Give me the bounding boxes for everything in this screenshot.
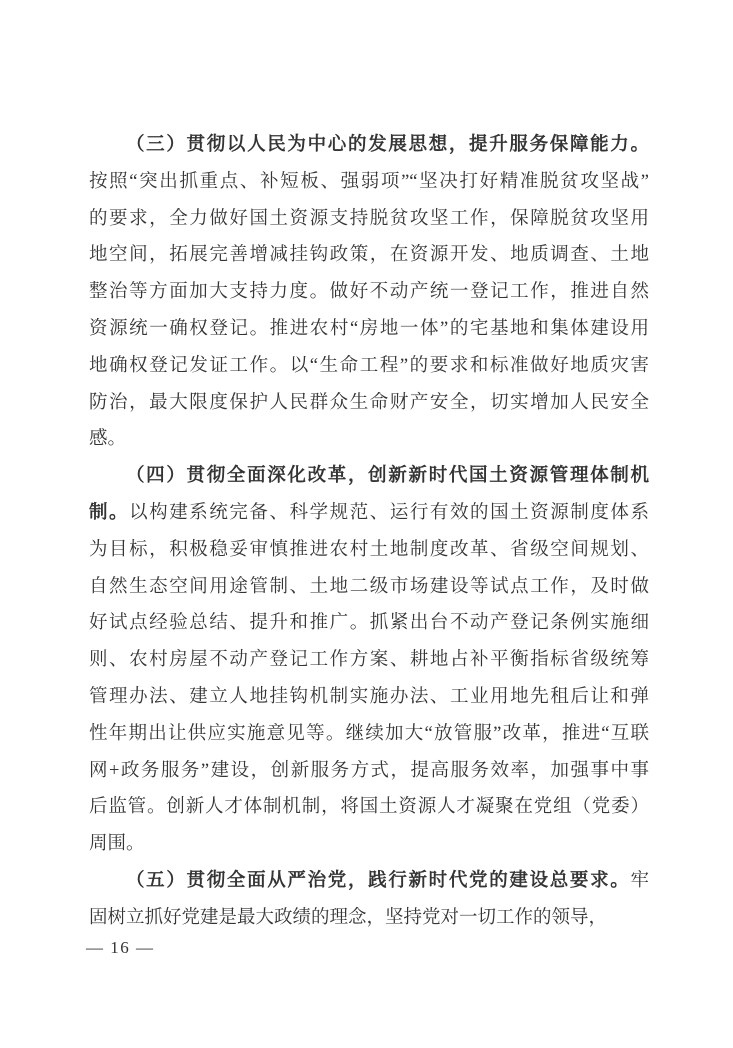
text-line [89, 495, 649, 532]
paragraph [89, 458, 649, 863]
body-text: 网+政务服务”建设，创新服务方式，提高服务效率，加强事中事 [89, 760, 649, 781]
text-line [89, 458, 649, 495]
text-line [89, 237, 649, 274]
text-line [89, 753, 649, 790]
text-line [89, 348, 649, 385]
body-text: 资源统一确权登记。推进农村“房地一体”的宅基地和集体建设用 [89, 318, 649, 339]
paragraph [89, 863, 649, 937]
text-line [89, 201, 649, 238]
body-text: 管理办法、建立人地挂钩机制实施办法、工业用地先租后让和弹 [89, 686, 649, 707]
paragraph [89, 127, 649, 458]
body-text: 则、农村房屋不动产登记工作方案、耕地占补平衡指标省级统筹 [89, 650, 649, 671]
body-text: 地确权登记发证工作。以“生命工程”的要求和标准做好地质灾害 [89, 355, 649, 376]
document-body [89, 127, 649, 937]
body-text: 感。 [89, 429, 127, 450]
body-text: 按照“突出抓重点、补短板、强弱项”“坚决打好精准脱贫攻坚战” [89, 171, 649, 192]
text-line [89, 826, 649, 863]
text-line [89, 716, 649, 753]
heading-text: （三）贯彻以人民为中心的发展思想，提升服务保障能力。 [126, 135, 649, 155]
body-text: 周围。 [89, 834, 145, 855]
text-line [89, 569, 649, 606]
body-text: 好试点经验总结、提升和推广。抓紧出台不动产登记条例实施细 [89, 613, 649, 634]
body-text: 自然生态空间用途管制、土地二级市场建设等试点工作，及时做 [89, 576, 649, 597]
text-line [89, 127, 649, 164]
body-text: 后监管。创新人才体制机制，将国土资源人才凝聚在党组（党委） [89, 797, 649, 818]
text-line [89, 863, 649, 900]
text-line [89, 900, 649, 937]
heading-text: （四）贯彻全面深化改革，创新新时代国土资源管理体制机 [126, 466, 649, 487]
body-text: 牢 [630, 870, 649, 891]
body-text: 为目标，积极稳妥审慎推进农村土地制度改革、省级空间规划、 [89, 539, 649, 560]
body-text: 防治，最大限度保护人民群众生命财产安全，切实增加人民安全 [89, 392, 649, 413]
text-line [89, 385, 649, 422]
text-line [89, 642, 649, 679]
heading-text: 制。 [89, 502, 130, 523]
body-text: 性年期出让供应实施意见等。继续加大“放管服”改革，推进“互联 [89, 723, 649, 744]
page-number: — 16 — [86, 938, 155, 957]
body-text: 整治等方面加大支持力度。做好不动产统一登记工作，推进自然 [89, 282, 649, 303]
text-line [89, 679, 649, 716]
text-line [89, 421, 649, 458]
heading-text: （五）贯彻全面从严治党，践行新时代党的建设总要求。 [126, 870, 631, 891]
text-line [89, 605, 649, 642]
body-text: 以构建系统完备、科学规范、运行有效的国土资源制度体系 [129, 502, 649, 523]
text-line [89, 164, 649, 201]
text-line [89, 274, 649, 311]
text-line [89, 532, 649, 569]
text-line [89, 789, 649, 826]
text-line [89, 311, 649, 348]
body-text: 固树立抓好党建是最大政绩的理念，坚持党对一切工作的领导， [89, 907, 608, 928]
body-text: 地空间，拓展完善增减挂钩政策，在资源开发、地质调查、土地 [89, 245, 649, 266]
body-text: 的要求，全力做好国土资源支持脱贫攻坚工作，保障脱贫攻坚用 [89, 208, 649, 229]
